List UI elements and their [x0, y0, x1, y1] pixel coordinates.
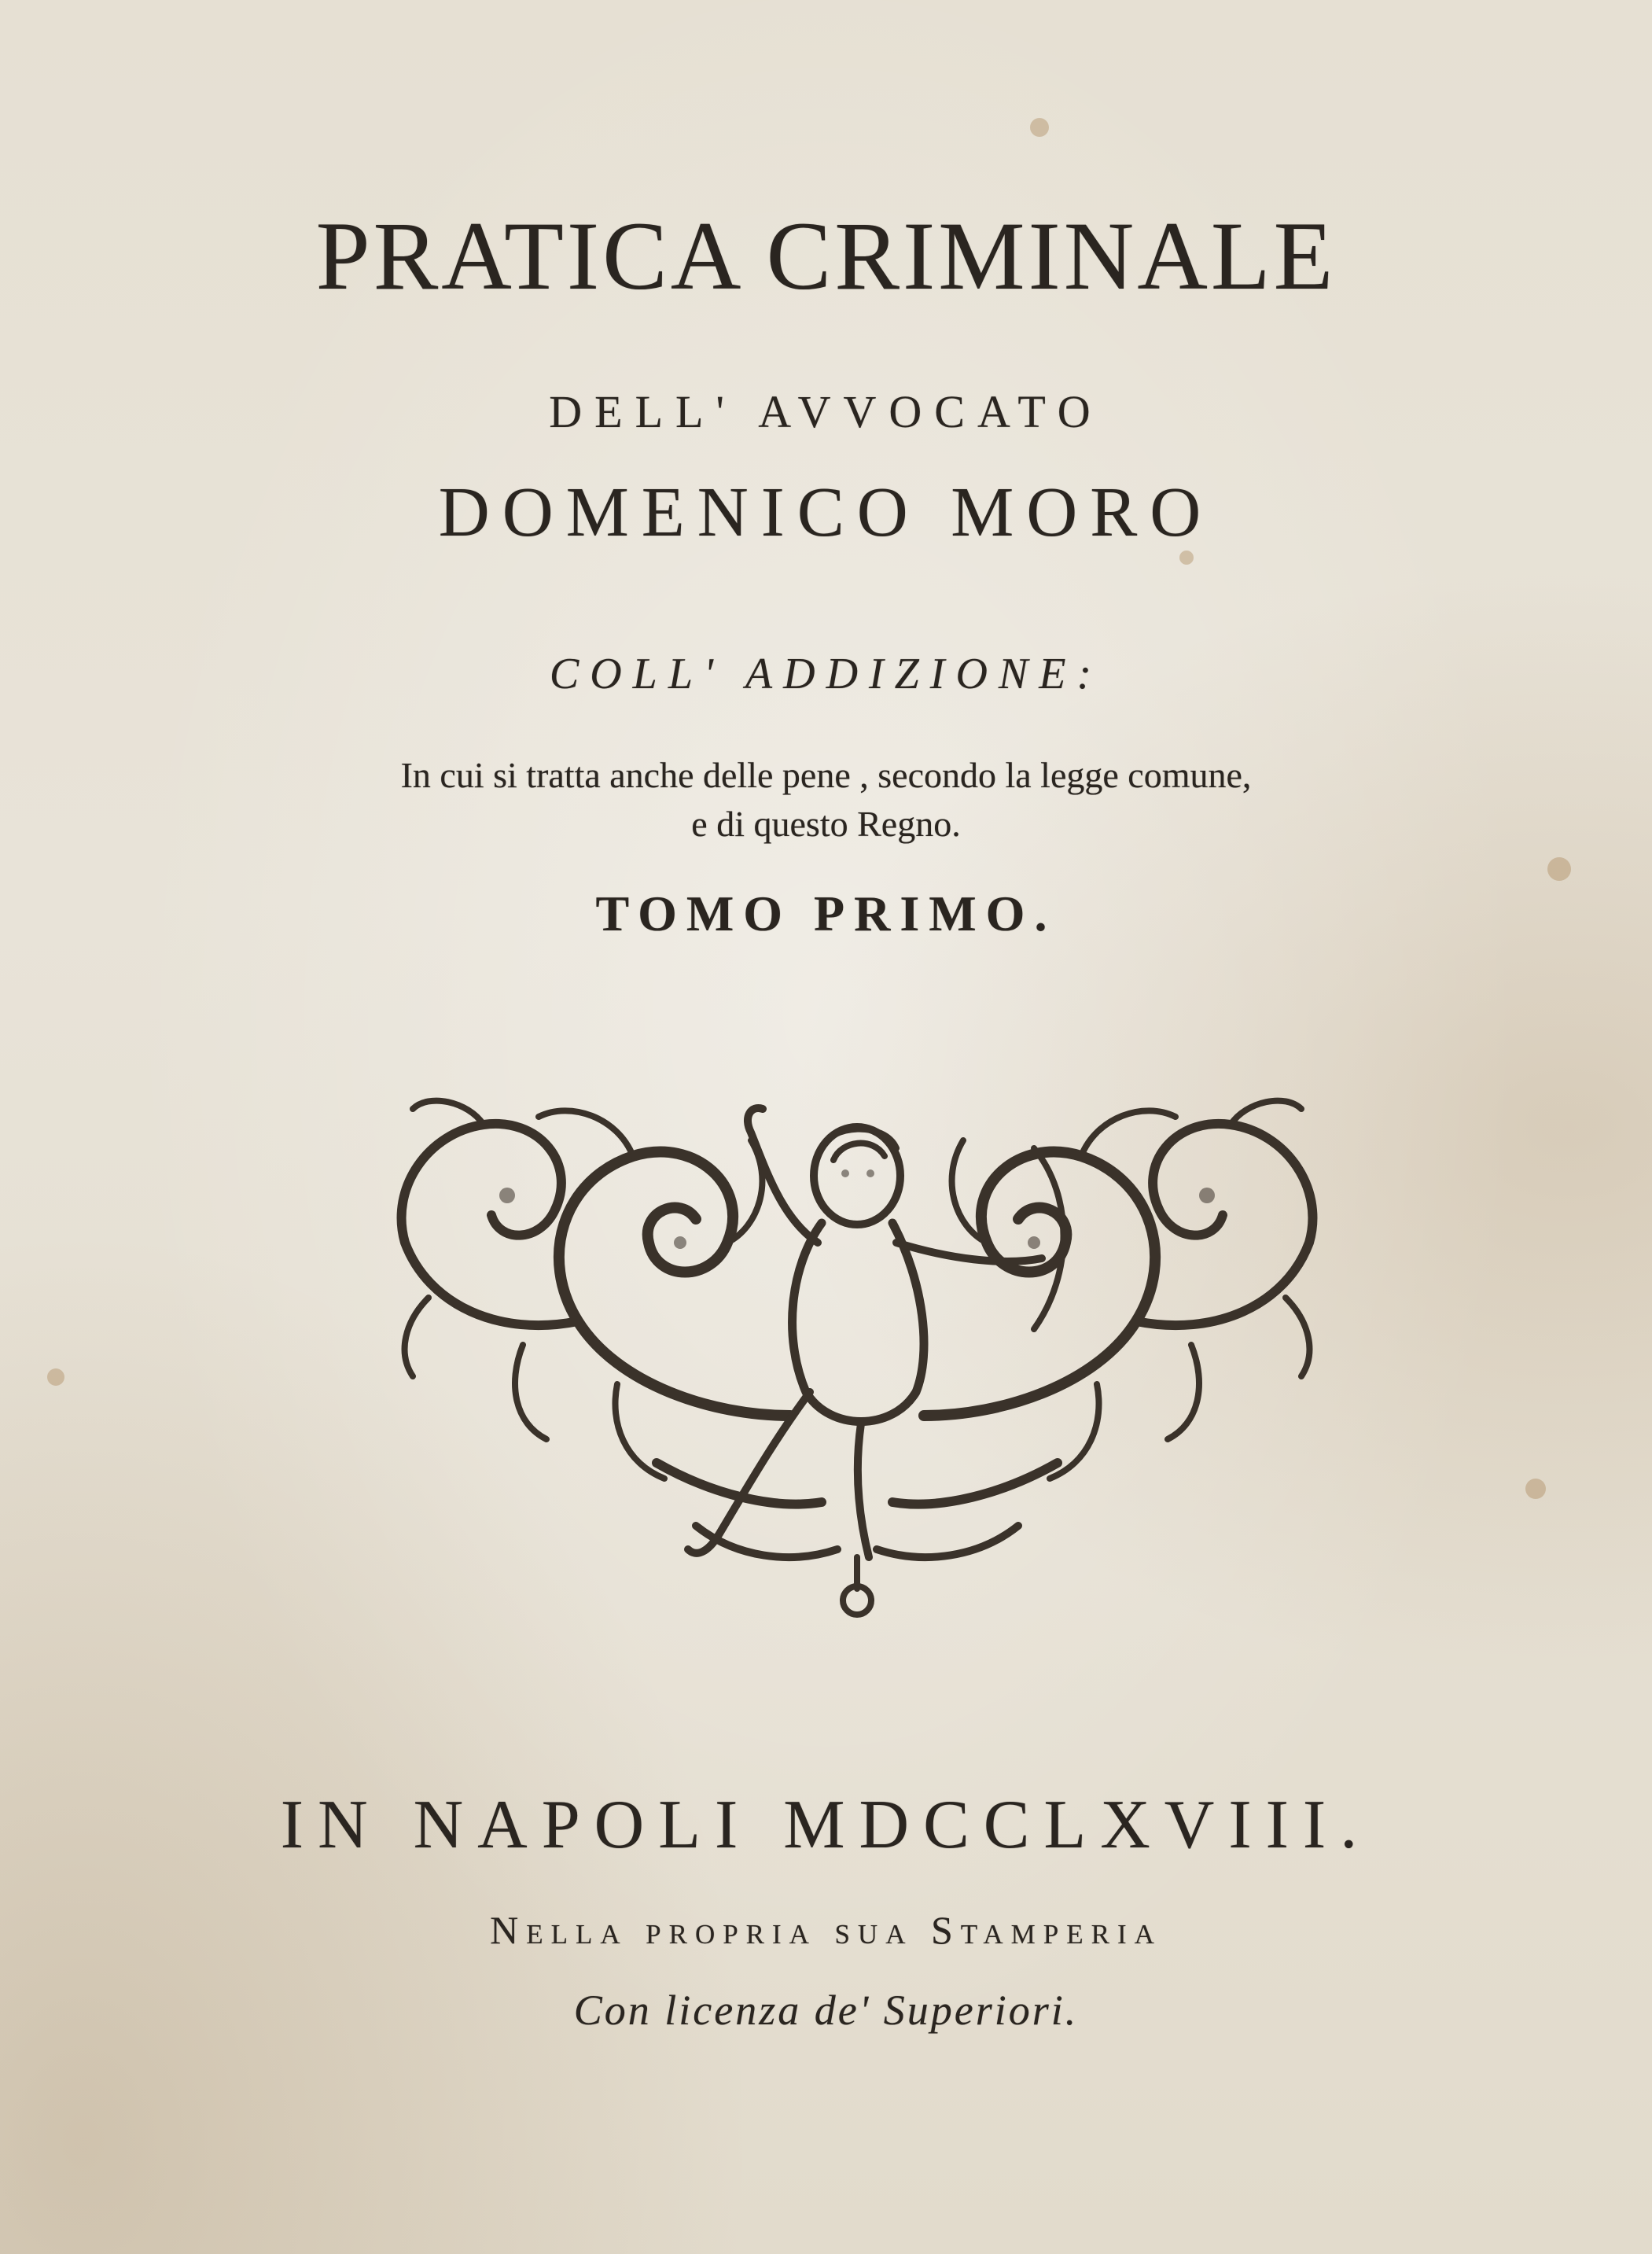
printer-line: Nella propria sua Stamperia	[490, 1908, 1162, 1952]
cherub-acanthus-vignette-icon	[381, 1085, 1333, 1620]
book-title: PRATICA CRIMINALE	[315, 202, 1337, 310]
license-line: Con licenza de' Superiori.	[573, 1987, 1079, 2034]
addition-heading: COLL' ADDIZIONE:	[549, 650, 1103, 698]
foxing-stain	[1030, 118, 1049, 137]
volume-label: TOMO PRIMO.	[595, 886, 1057, 941]
foxing-stain	[1525, 1479, 1546, 1499]
author-prefix: DELL' AVVOCATO	[549, 386, 1103, 437]
foxing-stain	[1547, 857, 1571, 881]
author-name: DOMENICO MORO	[438, 473, 1214, 551]
place-and-date: IN NAPOLI MDCCLXVIII.	[280, 1787, 1372, 1863]
addition-text: In cui si tratta anche delle pene , secondo la legge comune, e di questo Regno.	[400, 755, 1252, 844]
foxing-stain	[47, 1368, 64, 1386]
